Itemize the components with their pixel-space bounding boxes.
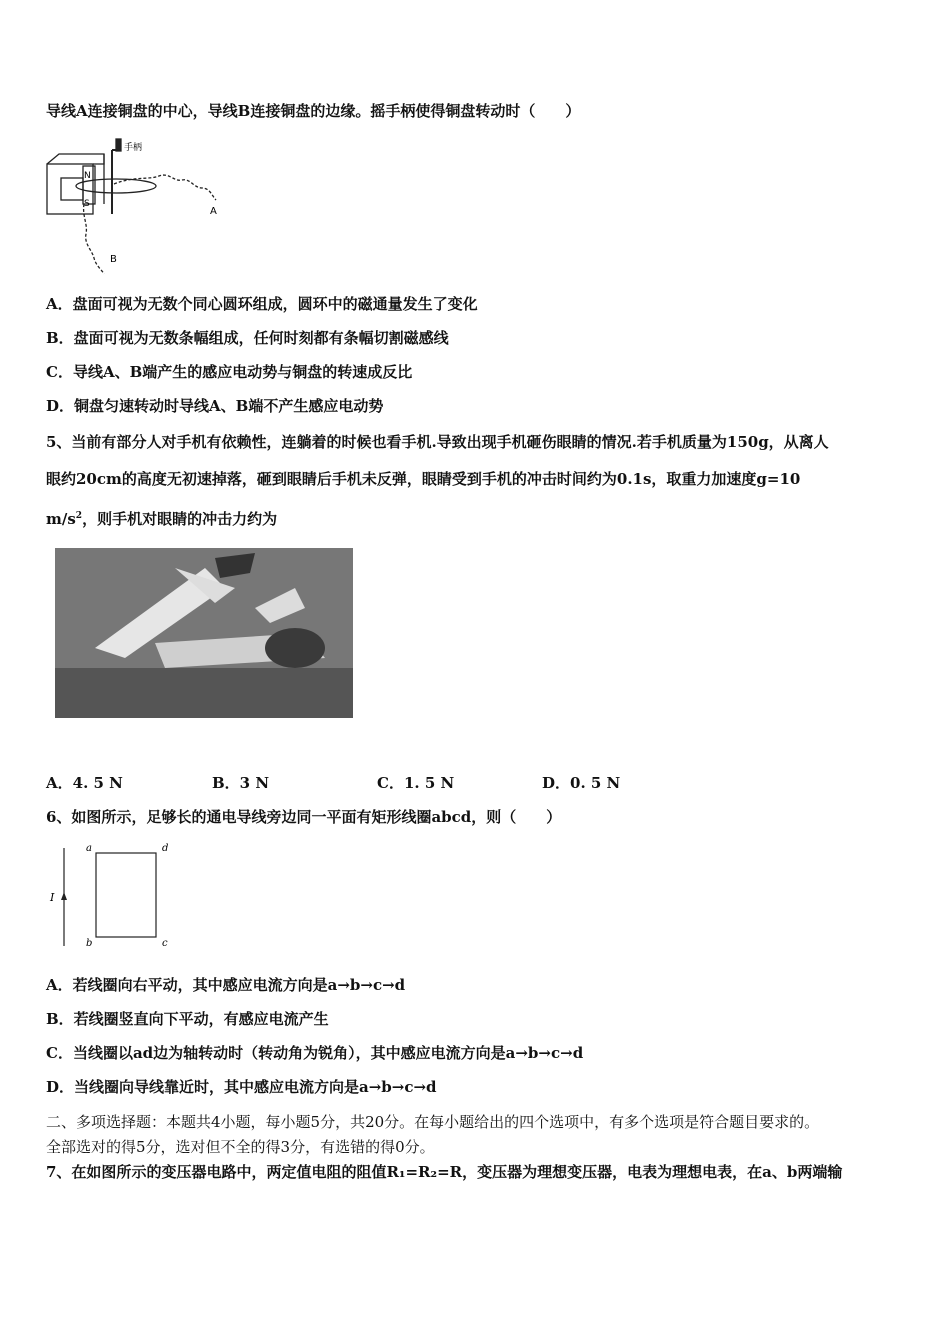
q4-option-d: D．铜盘匀速转动时导线A、B端不产生感应电动势 <box>46 397 384 415</box>
wire-b-label: B <box>110 254 117 265</box>
q5-stem-rest: ，则手机对眼睛的冲击力约为 <box>82 510 278 528</box>
q6-option-b: B．若线圈竖直向下平动，有感应电流产生 <box>46 1010 329 1028</box>
person-phone-photo <box>55 548 353 718</box>
n-pole-label: N <box>84 171 91 181</box>
corner-d: d <box>162 843 169 854</box>
q6-option-a: A．若线圈向右平动，其中感应电流方向是a→b→c→d <box>46 976 406 994</box>
copper-disk <box>76 179 156 193</box>
corner-c: c <box>162 938 168 949</box>
current-label: I <box>50 891 55 904</box>
q5-stem-line1: 5、当前有部分人对手机有依赖性，连躺着的时候也看手机.导致出现手机砸伤眼睛的情况.若手机质量为150g，从离人 <box>46 433 829 451</box>
q6-option-d: D．当线圈向导线靠近时，其中感应电流方向是a→b→c→d <box>46 1078 437 1096</box>
q4-option-b: B．盘面可视为无数条幅组成，任何时刻都有条幅切割磁感线 <box>46 329 449 347</box>
q5-option-a: A．4. 5 N <box>46 774 123 792</box>
section2-heading-line2: 全部选对的得5分，选对但不全的得3分，有选错的得0分。 <box>46 1138 435 1156</box>
q4-option-a: A．盘面可视为无数个同心圆环组成，圆环中的磁通量发生了变化 <box>46 295 478 313</box>
copper-disk-figure <box>44 136 234 278</box>
q5-stem-line2: 眼约20cm的高度无初速掉落，砸到眼睛后手机未反弹，眼睛受到手机的冲击时间约为0.1s，取重力加速度g=10 <box>46 470 801 488</box>
q5-option-d: D．0. 5 N <box>542 774 621 792</box>
q5-unit-exp: 2 <box>75 511 83 521</box>
q5-stem-line3 <box>46 506 277 529</box>
corner-a: a <box>86 843 92 854</box>
wire-a-label: A <box>210 206 217 217</box>
current-arrow <box>61 892 67 900</box>
rectangular-coil <box>96 853 156 937</box>
q5-option-c: C．1. 5 N <box>377 774 455 792</box>
q4-stem: 导线A连接铜盘的中心，导线B连接铜盘的边缘。摇手柄使得铜盘转动时（ ） <box>46 102 581 120</box>
q5-unit: m/s <box>46 510 76 528</box>
handle-label: 手柄 <box>124 143 143 153</box>
q5-option-b: B．3 N <box>212 774 270 792</box>
s-pole-label: S <box>84 199 90 209</box>
corner-b: b <box>86 938 93 949</box>
section2-heading-line1: 二、多项选择题：本题共4小题，每小题5分，共20分。在每小题给出的四个选项中，有多个选项是符合题目要求的。 <box>46 1113 820 1131</box>
q4-option-c: C．导线A、B端产生的感应电动势与铜盘的转速成反比 <box>46 363 413 381</box>
q6-option-c: C．当线圈以ad边为轴转动时（转动角为锐角），其中感应电流方向是a→b→c→d <box>46 1044 584 1062</box>
wire-coil-figure <box>46 838 186 952</box>
q6-stem: 6、如图所示，足够长的通电导线旁边同一平面有矩形线圈abcd，则（ ） <box>46 808 562 826</box>
q7-stem-line1: 7、在如图所示的变压器电路中，两定值电阻的阻值R₁=R₂=R，变压器为理想变压器，电表为理想电表，在a、b两端输 <box>46 1163 843 1181</box>
